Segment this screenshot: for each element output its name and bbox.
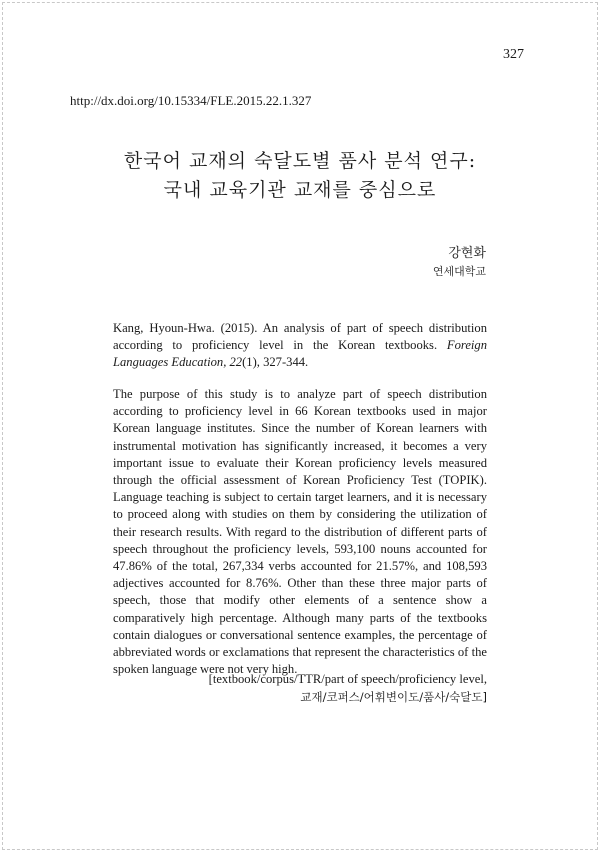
citation-prefix: Kang, Hyoun-Hwa. (2015). An analysis of part of speech distribution according to proficiency level in the Korean textbooks. (113, 321, 487, 353)
abstract: The purpose of this study is to analyze part of speech distribution according to proficiency level in 66 Korean textbooks used in major Korean language institutes. Since the number of Korean learners with instrumental motivation has significantly increased, it becomes a very important issue to evaluate their Korean proficiency levels measured through the official assessment of Korean Proficiency Test (TOPIK). Language teaching is subject to certain target learners, and it is necessary to proceed along with studies on them by considering the utilization of their research results. With regard to the distribution of different parts of speech throughout the proficiency levels, 593,100 nouns accounted for 47.86% of the total, 267,334 verbs accounted for 21.57%, and 108,593 adjectives accounted for 8.76%. Other than these three major parts of speech, those that modify other elements of a sentence show a comparatively high percentage. Although many parts of the textbooks contain dialogues or conversational sentence examples, the percentage of abbreviated words or exclamations that represent the characteristics of the spoken language were not very high. (113, 387, 487, 677)
author-affiliation: 연세대학교 (432, 265, 486, 278)
keywords (113, 670, 487, 706)
citation (113, 320, 487, 372)
citation-journal: Foreign Languages Education, 22 (113, 338, 487, 370)
page-number: 327 (503, 47, 524, 62)
title-line-1: 한국어 교재의 숙달도별 품사 분석 연구: (123, 150, 477, 172)
keywords-korean: 교재/코퍼스/어휘변이도/품사/숙달도] (300, 690, 487, 704)
citation-suffix: (1), 327-344. (242, 355, 309, 370)
title-line-2: 국내 교육기관 교재를 중심으로 (163, 179, 437, 201)
author-name: 강현화 (448, 246, 486, 261)
doi-link[interactable]: http://dx.doi.org/10.15334/FLE.2015.22.1.327 (70, 93, 312, 108)
paper-title (0, 147, 600, 205)
keywords-english: [textbook/corpus/TTR/part of speech/proficiency level, (208, 672, 487, 686)
